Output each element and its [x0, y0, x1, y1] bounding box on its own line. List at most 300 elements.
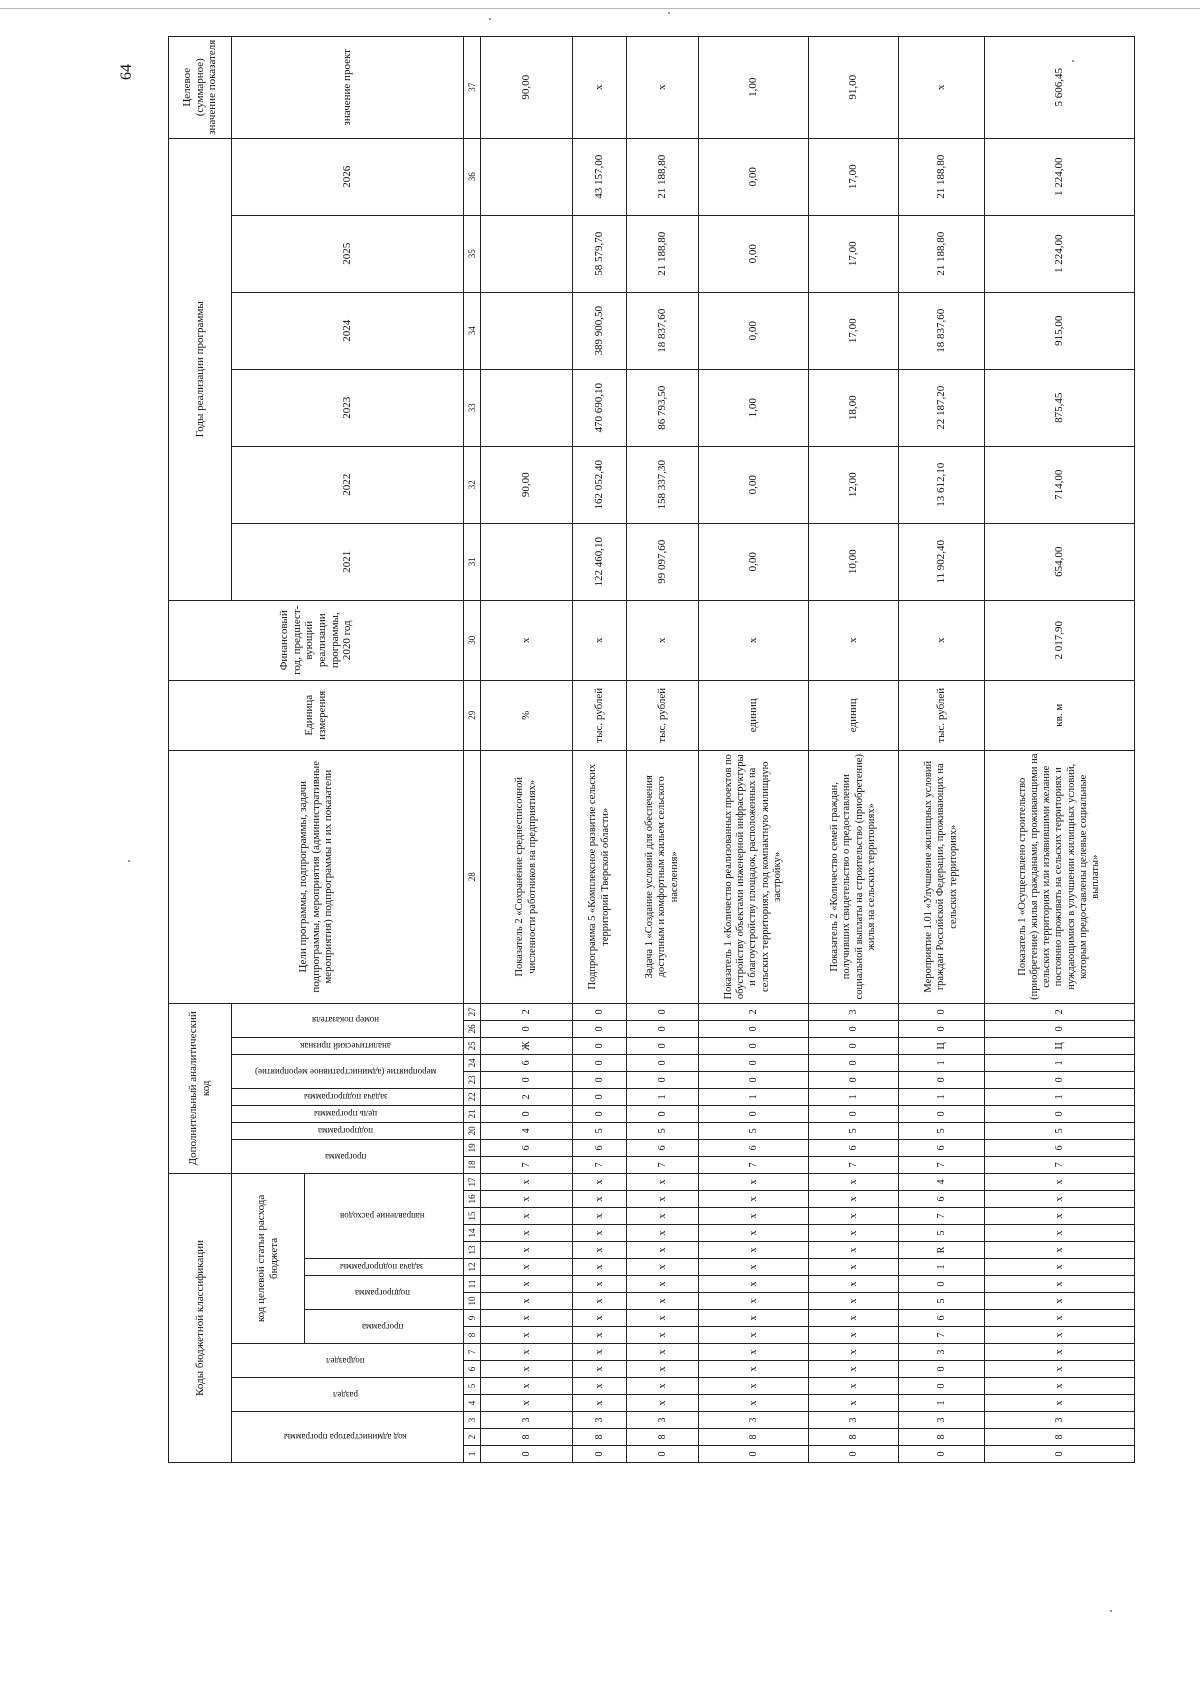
- code-cell: 0: [699, 1037, 809, 1054]
- column-number: 18: [464, 1156, 481, 1173]
- header-year-2025: 2025: [232, 215, 464, 292]
- code-cell: 2: [699, 1003, 809, 1020]
- code-cell: х: [809, 1310, 899, 1327]
- code-cell: х: [627, 1225, 699, 1242]
- code-cell: х: [481, 1344, 573, 1361]
- code-cell: х: [627, 1378, 699, 1395]
- column-number: 37: [464, 36, 481, 138]
- code-cell: х: [699, 1208, 809, 1225]
- code-cell: х: [699, 1378, 809, 1395]
- code-cell: х: [985, 1293, 1135, 1310]
- code-cell: 6: [899, 1139, 985, 1156]
- header-year-2026: 2026: [232, 138, 464, 215]
- code-cell: 0: [573, 1003, 627, 1020]
- code-cell: 3: [809, 1003, 899, 1020]
- row-unit: тыс. рублей: [627, 680, 699, 750]
- code-cell: 3: [809, 1412, 899, 1429]
- header-add-analytic: аналитический признак: [232, 1037, 464, 1054]
- code-cell: х: [481, 1259, 573, 1276]
- scan-speck: [1110, 1610, 1112, 1612]
- code-cell: 6: [627, 1139, 699, 1156]
- row-year-value: 86 793,50: [627, 369, 699, 446]
- row-year-value: 21 188,80: [627, 138, 699, 215]
- code-cell: 6: [481, 1054, 573, 1071]
- header-row-1: [169, 36, 232, 1462]
- code-cell: 0: [627, 1446, 699, 1463]
- code-cell: х: [573, 1259, 627, 1276]
- row-unit: кв. м: [985, 680, 1135, 750]
- code-cell: х: [809, 1173, 899, 1190]
- header-add-measure: мероприятие (административное мероприятие): [232, 1054, 464, 1088]
- row-year-value: 22 187,20: [899, 369, 985, 446]
- header-year-2024: 2024: [232, 292, 464, 369]
- column-number: 31: [464, 523, 481, 600]
- code-cell: х: [627, 1191, 699, 1208]
- code-cell: х: [985, 1276, 1135, 1293]
- code-cell: 0: [899, 1003, 985, 1020]
- row-fin-year-value: х: [809, 600, 899, 680]
- row-year-value: 1 224,00: [985, 138, 1135, 215]
- column-number: 33: [464, 369, 481, 446]
- header-target-article: код целевой статьи расхода бюджета: [232, 1173, 305, 1343]
- code-cell: х: [573, 1361, 627, 1378]
- code-cell: 0: [573, 1105, 627, 1122]
- code-cell: 0: [985, 1020, 1135, 1037]
- column-number: 13: [464, 1242, 481, 1259]
- code-cell: х: [481, 1242, 573, 1259]
- code-cell: х: [573, 1208, 627, 1225]
- code-cell: х: [481, 1310, 573, 1327]
- code-cell: 4: [899, 1173, 985, 1190]
- column-number: 26: [464, 1020, 481, 1037]
- code-cell: х: [809, 1361, 899, 1378]
- code-cell: 5: [627, 1122, 699, 1139]
- code-cell: х: [985, 1361, 1135, 1378]
- code-cell: 3: [899, 1412, 985, 1429]
- code-cell: х: [699, 1259, 809, 1276]
- code-cell: 5: [573, 1122, 627, 1139]
- header-target: Целевое (суммарное) значение показателя: [169, 36, 232, 138]
- column-number: 24: [464, 1054, 481, 1071]
- code-cell: х: [985, 1395, 1135, 1412]
- code-cell: 0: [809, 1446, 899, 1463]
- code-cell: х: [699, 1225, 809, 1242]
- column-number: 2: [464, 1429, 481, 1446]
- header-add-program: программа: [232, 1139, 464, 1173]
- column-number: 11: [464, 1276, 481, 1293]
- code-cell: 4: [481, 1122, 573, 1139]
- row-year-value: 0,00: [699, 523, 809, 600]
- column-number: 23: [464, 1071, 481, 1088]
- code-cell: 8: [899, 1429, 985, 1446]
- row-year-value: [481, 292, 573, 369]
- code-cell: х: [809, 1259, 899, 1276]
- code-cell: х: [627, 1242, 699, 1259]
- row-year-value: [481, 215, 573, 292]
- row-year-value: 99 097,60: [627, 523, 699, 600]
- row-fin-year-value: х: [899, 600, 985, 680]
- row-year-value: 17,00: [809, 138, 899, 215]
- row-year-value: [481, 369, 573, 446]
- column-number: 14: [464, 1225, 481, 1242]
- row-fin-year-value: х: [481, 600, 573, 680]
- code-cell: х: [627, 1361, 699, 1378]
- code-cell: х: [699, 1344, 809, 1361]
- code-cell: х: [809, 1293, 899, 1310]
- code-cell: х: [481, 1378, 573, 1395]
- code-cell: х: [809, 1327, 899, 1344]
- header-additional-code: Дополнительный аналитический код: [169, 1003, 232, 1173]
- row-year-value: 21 188,80: [899, 138, 985, 215]
- code-cell: х: [627, 1208, 699, 1225]
- code-cell: х: [481, 1361, 573, 1378]
- code-cell: х: [627, 1259, 699, 1276]
- code-cell: х: [481, 1225, 573, 1242]
- code-cell: 0: [699, 1446, 809, 1463]
- column-number: 29: [464, 680, 481, 750]
- code-cell: 7: [481, 1156, 573, 1173]
- column-number: 9: [464, 1310, 481, 1327]
- code-cell: х: [573, 1344, 627, 1361]
- header-program: программа: [305, 1310, 464, 1344]
- row-year-value: 158 337,30: [627, 446, 699, 523]
- row-year-value: 0,00: [699, 215, 809, 292]
- code-cell: 0: [809, 1071, 899, 1088]
- code-cell: 0: [627, 1020, 699, 1037]
- code-cell: х: [809, 1242, 899, 1259]
- column-number: 27: [464, 1003, 481, 1020]
- column-number: 8: [464, 1327, 481, 1344]
- header-fin-year: Финансовый год, предшест-вующий реализации программы, 2020 год: [169, 600, 464, 680]
- code-cell: 0: [985, 1446, 1135, 1463]
- row-description: Показатель 2 «Количество семей граждан, получивших свидетельство о предоставлении социальной выплаты на строительство (приобретение) жилья на сельских территориях»: [809, 750, 899, 1003]
- row-unit: тыс. рублей: [899, 680, 985, 750]
- code-cell: х: [985, 1327, 1135, 1344]
- row-description: Мероприятие 1.01 «Улучшение жилищных условий граждан Российской Федерации, проживающих на сельских территориях»: [899, 750, 985, 1003]
- row-unit: тыс. рублей: [573, 680, 627, 750]
- column-number: 12: [464, 1259, 481, 1276]
- column-number: 16: [464, 1191, 481, 1208]
- row-year-value: 389 900,50: [573, 292, 627, 369]
- scan-speck: [128, 860, 130, 862]
- code-cell: Ц: [899, 1037, 985, 1054]
- code-cell: 1: [809, 1088, 899, 1105]
- column-number: 30: [464, 600, 481, 680]
- column-number: 4: [464, 1395, 481, 1412]
- code-cell: х: [481, 1395, 573, 1412]
- row-year-value: [481, 523, 573, 600]
- row-year-value: [481, 138, 573, 215]
- code-cell: 0: [899, 1361, 985, 1378]
- code-cell: 7: [899, 1156, 985, 1173]
- code-cell: х: [573, 1225, 627, 1242]
- code-cell: 5: [809, 1122, 899, 1139]
- code-cell: 5: [699, 1122, 809, 1139]
- row-fin-year-value: х: [627, 600, 699, 680]
- code-cell: 0: [573, 1446, 627, 1463]
- code-cell: х: [627, 1327, 699, 1344]
- code-cell: х: [699, 1361, 809, 1378]
- code-cell: х: [573, 1310, 627, 1327]
- code-cell: 0: [899, 1020, 985, 1037]
- code-cell: 3: [627, 1412, 699, 1429]
- scan-speck: [489, 18, 491, 20]
- code-cell: х: [573, 1191, 627, 1208]
- code-cell: 8: [573, 1429, 627, 1446]
- code-cell: 6: [809, 1139, 899, 1156]
- code-cell: х: [699, 1173, 809, 1190]
- code-cell: 3: [699, 1412, 809, 1429]
- header-year-2022: 2022: [232, 446, 464, 523]
- code-cell: 8: [627, 1429, 699, 1446]
- code-cell: 8: [699, 1429, 809, 1446]
- row-fin-year-value: 2 017,90: [985, 600, 1135, 680]
- row-description: Показатель 2 «Сохранение среднесписочной численности работников на предприятиях»: [481, 750, 573, 1003]
- header-years-group: Годы реализации программы: [169, 138, 232, 600]
- code-cell: 0: [809, 1037, 899, 1054]
- code-cell: 0: [899, 1276, 985, 1293]
- row-target-value: 1,00: [699, 36, 809, 138]
- code-cell: 5: [985, 1122, 1135, 1139]
- code-cell: х: [809, 1191, 899, 1208]
- row-year-value: 90,00: [481, 446, 573, 523]
- row-year-value: 11 902,40: [899, 523, 985, 600]
- header-add-task: задача подпрограммы: [232, 1088, 464, 1105]
- row-year-value: 21 188,80: [627, 215, 699, 292]
- code-cell: 7: [899, 1208, 985, 1225]
- rotated-table-wrapper: [168, 39, 1188, 1463]
- row-year-value: 714,00: [985, 446, 1135, 523]
- column-number: 7: [464, 1344, 481, 1361]
- code-cell: х: [627, 1293, 699, 1310]
- header-subprogram-task: задача подпрограммы: [305, 1259, 464, 1276]
- row-year-value: 875,45: [985, 369, 1135, 446]
- code-cell: 7: [627, 1156, 699, 1173]
- row-target-value: х: [899, 36, 985, 138]
- code-cell: 0: [481, 1071, 573, 1088]
- row-description: Подпрограмма 5 «Комплексное развитие сельских территорий Тверской области»: [573, 750, 627, 1003]
- code-cell: х: [699, 1293, 809, 1310]
- code-cell: х: [573, 1293, 627, 1310]
- header-subsection: подраздел: [232, 1344, 464, 1378]
- column-number-row: [464, 36, 481, 1462]
- code-cell: 0: [699, 1105, 809, 1122]
- code-cell: 0: [627, 1054, 699, 1071]
- column-number: 22: [464, 1088, 481, 1105]
- header-subprogram: подпрограмма: [305, 1276, 464, 1310]
- code-cell: 0: [627, 1071, 699, 1088]
- code-cell: х: [573, 1395, 627, 1412]
- code-cell: 1: [985, 1088, 1135, 1105]
- code-cell: х: [809, 1208, 899, 1225]
- table-row: [809, 36, 899, 1462]
- row-year-value: 43 157,00: [573, 138, 627, 215]
- header-expense-direction: направление расходов: [305, 1173, 464, 1258]
- row-year-value: 1 224,00: [985, 215, 1135, 292]
- code-cell: 8: [985, 1429, 1135, 1446]
- code-cell: 0: [627, 1003, 699, 1020]
- column-number: 25: [464, 1037, 481, 1054]
- column-number: 3: [464, 1412, 481, 1429]
- code-cell: х: [699, 1242, 809, 1259]
- code-cell: 5: [899, 1225, 985, 1242]
- row-year-value: 18 837,60: [627, 292, 699, 369]
- code-cell: х: [627, 1173, 699, 1190]
- code-cell: х: [985, 1173, 1135, 1190]
- code-cell: 0: [573, 1088, 627, 1105]
- code-cell: 6: [481, 1139, 573, 1156]
- header-add-goal: цель программы: [232, 1105, 464, 1122]
- code-cell: 1: [699, 1088, 809, 1105]
- row-year-value: 10,00: [809, 523, 899, 600]
- row-year-value: 915,00: [985, 292, 1135, 369]
- code-cell: х: [985, 1310, 1135, 1327]
- table-row: [899, 36, 985, 1462]
- row-year-value: 1,00: [699, 369, 809, 446]
- code-cell: х: [985, 1344, 1135, 1361]
- code-cell: 5: [899, 1293, 985, 1310]
- code-cell: х: [627, 1395, 699, 1412]
- code-cell: 7: [699, 1156, 809, 1173]
- page-number: 64: [118, 64, 135, 80]
- code-cell: 6: [899, 1191, 985, 1208]
- code-cell: 0: [899, 1446, 985, 1463]
- code-cell: х: [985, 1259, 1135, 1276]
- program-indicators-table: [168, 36, 1135, 1463]
- row-unit: %: [481, 680, 573, 750]
- table-row: [985, 36, 1135, 1462]
- code-cell: 0: [481, 1446, 573, 1463]
- row-description: Показатель 1 «Количество реализованных проектов по обустройству объектами инженерной инфраструктуры и благоустройству площадок, расположенных на сельских территориях, под компактную жилищную застройку»: [699, 750, 809, 1003]
- code-cell: 8: [481, 1429, 573, 1446]
- code-cell: 0: [985, 1105, 1135, 1122]
- code-cell: х: [627, 1276, 699, 1293]
- code-cell: 3: [985, 1412, 1135, 1429]
- header-unit: Единица измерения: [169, 680, 464, 750]
- code-cell: 1: [899, 1395, 985, 1412]
- code-cell: 6: [699, 1139, 809, 1156]
- row-year-value: 18,00: [809, 369, 899, 446]
- row-year-value: 21 188,80: [899, 215, 985, 292]
- code-cell: х: [985, 1242, 1135, 1259]
- code-cell: х: [627, 1344, 699, 1361]
- row-year-value: 0,00: [699, 292, 809, 369]
- code-cell: 3: [481, 1412, 573, 1429]
- column-number: 19: [464, 1139, 481, 1156]
- code-cell: х: [699, 1310, 809, 1327]
- code-cell: х: [699, 1327, 809, 1344]
- code-cell: 0: [809, 1054, 899, 1071]
- header-section: раздел: [232, 1378, 464, 1412]
- row-unit: единиц: [699, 680, 809, 750]
- column-number: 21: [464, 1105, 481, 1122]
- code-cell: х: [809, 1344, 899, 1361]
- row-target-value: 5 606,45: [985, 36, 1135, 138]
- row-fin-year-value: х: [573, 600, 627, 680]
- code-cell: 0: [899, 1105, 985, 1122]
- code-cell: R: [899, 1242, 985, 1259]
- code-cell: 5: [899, 1122, 985, 1139]
- code-cell: 8: [809, 1429, 899, 1446]
- table-row: [573, 36, 627, 1462]
- code-cell: 0: [699, 1020, 809, 1037]
- code-cell: Ж: [481, 1037, 573, 1054]
- code-cell: 2: [985, 1003, 1135, 1020]
- code-cell: 0: [699, 1054, 809, 1071]
- code-cell: х: [573, 1242, 627, 1259]
- code-cell: 0: [573, 1037, 627, 1054]
- row-target-value: 90,00: [481, 36, 573, 138]
- code-cell: 7: [899, 1327, 985, 1344]
- row-description: Показатель 1 «Осуществлено строительство (приобретение) жилья гражданами, проживающими на сельских территориях или изъявившими желание постоянно проживать на сельских территориях и нуждающимися в улучшении жилищных условий, которым предоставлены целевые социальные выплаты»: [985, 750, 1135, 1003]
- row-year-value: 17,00: [809, 215, 899, 292]
- code-cell: Ц: [985, 1037, 1135, 1054]
- row-year-value: 18 837,60: [899, 292, 985, 369]
- column-number: 20: [464, 1122, 481, 1139]
- code-cell: 6: [899, 1310, 985, 1327]
- code-cell: х: [985, 1378, 1135, 1395]
- header-description: Цели программы, подпрограммы, задачи подпрограммы, мероприятия (административные мероприятия) подпрограммы и их показатели: [169, 750, 464, 1003]
- column-number: 15: [464, 1208, 481, 1225]
- code-cell: 7: [985, 1156, 1135, 1173]
- row-year-value: 13 612,10: [899, 446, 985, 523]
- code-cell: х: [573, 1173, 627, 1190]
- code-cell: х: [699, 1395, 809, 1412]
- code-cell: 0: [899, 1378, 985, 1395]
- code-cell: 6: [573, 1139, 627, 1156]
- code-cell: х: [481, 1191, 573, 1208]
- code-cell: 2: [481, 1003, 573, 1020]
- column-number: 36: [464, 138, 481, 215]
- code-cell: 0: [573, 1020, 627, 1037]
- header-target-sub: значение проект: [232, 36, 464, 138]
- header-year-2021: 2021: [232, 523, 464, 600]
- code-cell: х: [985, 1208, 1135, 1225]
- code-cell: 0: [627, 1037, 699, 1054]
- code-cell: х: [481, 1173, 573, 1190]
- row-target-value: х: [573, 36, 627, 138]
- row-target-value: х: [627, 36, 699, 138]
- row-fin-year-value: х: [699, 600, 809, 680]
- code-cell: 2: [481, 1088, 573, 1105]
- column-number: 17: [464, 1173, 481, 1190]
- scan-edge-line: [0, 8, 1200, 9]
- code-cell: 0: [809, 1020, 899, 1037]
- code-cell: 6: [985, 1139, 1135, 1156]
- row-target-value: 91,00: [809, 36, 899, 138]
- code-cell: х: [627, 1310, 699, 1327]
- table-row: [481, 36, 573, 1462]
- code-cell: х: [699, 1276, 809, 1293]
- row-year-value: 470 690,10: [573, 369, 627, 446]
- code-cell: 7: [809, 1156, 899, 1173]
- row-year-value: 12,00: [809, 446, 899, 523]
- code-cell: х: [809, 1395, 899, 1412]
- code-cell: 0: [573, 1071, 627, 1088]
- code-cell: х: [481, 1293, 573, 1310]
- code-cell: 1: [899, 1054, 985, 1071]
- code-cell: 0: [809, 1105, 899, 1122]
- scan-speck: [668, 12, 670, 14]
- code-cell: 0: [899, 1071, 985, 1088]
- code-cell: 1: [985, 1054, 1135, 1071]
- code-cell: 0: [481, 1105, 573, 1122]
- code-cell: х: [481, 1276, 573, 1293]
- code-cell: х: [699, 1191, 809, 1208]
- header-budget-codes: Коды бюджетной классификации: [169, 1173, 232, 1462]
- code-cell: 1: [899, 1259, 985, 1276]
- column-number: 1: [464, 1446, 481, 1463]
